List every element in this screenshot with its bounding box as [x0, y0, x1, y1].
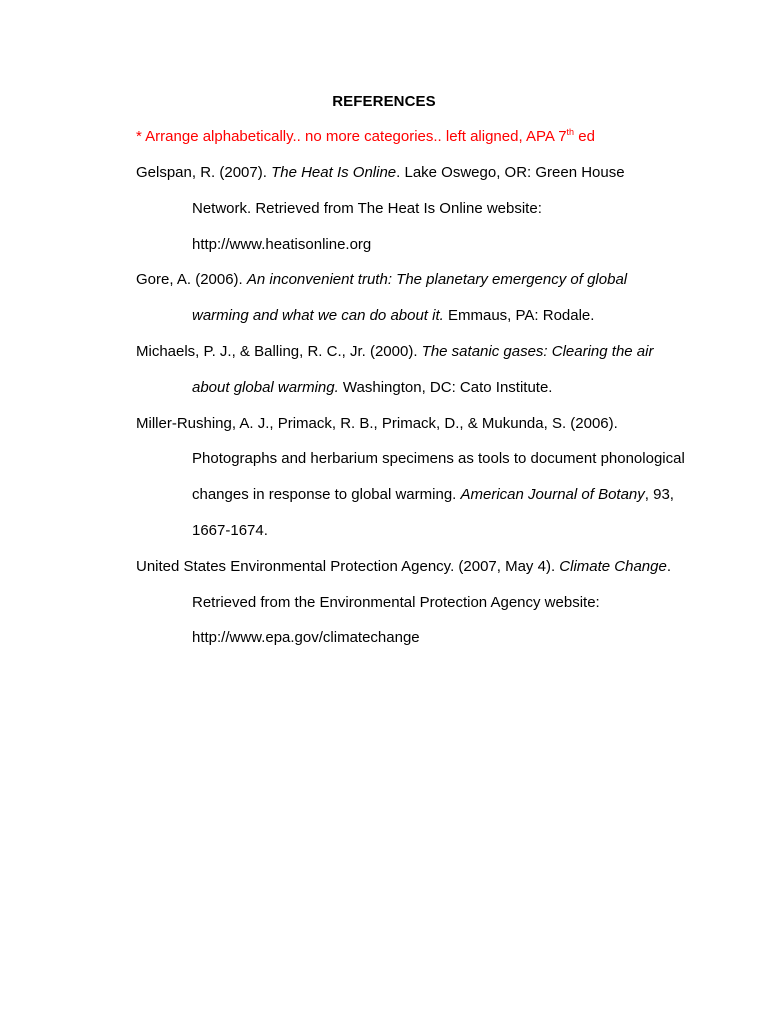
- reference-text: Emmaus, PA: Rodale.: [443, 307, 595, 325]
- reference-line: [164, 620, 696, 656]
- reference-text: Washington, DC: Cato Institute.: [338, 378, 553, 396]
- reference-italic-text: American Journal of Botany: [460, 486, 645, 504]
- reference-line: [164, 191, 696, 227]
- reference-text: , 93,: [644, 486, 674, 504]
- reference-line: [136, 262, 696, 298]
- instruction-note-superscript: th: [566, 127, 575, 137]
- reference-italic-text: Climate Change: [559, 557, 667, 575]
- reference-line: [164, 298, 696, 334]
- instruction-note: [136, 127, 595, 147]
- reference-line: [164, 227, 696, 263]
- reference-text: http://www.epa.gov/climatechange: [192, 629, 420, 647]
- reference-text: United States Environmental Protection Agency. (2007, May 4).: [136, 557, 560, 575]
- reference-text: 1667-1674.: [192, 521, 268, 539]
- reference-text: Miller-Rushing, A. J., Primack, R. B., Primack, D., & Mukunda, S. (2006).: [136, 414, 618, 432]
- reference-entry: [136, 549, 696, 656]
- reference-italic-text: The satanic gases: Clearing the air: [421, 342, 654, 360]
- reference-text: .: [666, 557, 672, 575]
- reference-line: [136, 155, 696, 191]
- reference-line: [136, 334, 696, 370]
- reference-line: [164, 441, 696, 477]
- reference-line: [164, 370, 696, 406]
- reference-line: [164, 585, 696, 621]
- reference-text: Photographs and herbarium specimens as tools to document phonological: [192, 450, 685, 468]
- reference-line: [136, 549, 696, 585]
- instruction-note-text: * Arrange alphabetically.. no more categories.. left aligned, APA 7: [136, 128, 567, 145]
- reference-text: . Lake Oswego, OR: Green House: [396, 164, 625, 181]
- page-title: REFERENCES: [332, 93, 436, 110]
- reference-text: Network. Retrieved from The Heat Is Online website:: [192, 199, 542, 217]
- reference-line: [164, 513, 696, 549]
- reference-entry: [136, 334, 696, 406]
- reference-text: Michaels, P. J., & Balling, R. C., Jr. (2000).: [136, 342, 422, 360]
- reference-italic-text: warming and what we can do about it.: [192, 307, 444, 325]
- reference-text: Retrieved from the Environmental Protection Agency website:: [192, 593, 600, 611]
- reference-line: [164, 477, 696, 513]
- instruction-note-suffix: ed: [574, 128, 595, 145]
- reference-line: [136, 406, 696, 442]
- reference-italic-text: about global warming.: [192, 378, 339, 396]
- reference-entry: [136, 406, 696, 549]
- reference-entry: [136, 155, 696, 262]
- reference-entry: [136, 262, 696, 334]
- reference-italic-text: An inconvenient truth: The planetary emergency of global: [246, 271, 628, 289]
- reference-list: [136, 155, 696, 656]
- reference-text: Gelspan, R. (2007).: [136, 164, 272, 181]
- reference-text: Gore, A. (2006).: [136, 271, 247, 289]
- reference-italic-text: The Heat Is Online: [271, 164, 397, 181]
- reference-text: http://www.heatisonline.org: [192, 235, 372, 253]
- reference-text: changes in response to global warming.: [192, 486, 461, 504]
